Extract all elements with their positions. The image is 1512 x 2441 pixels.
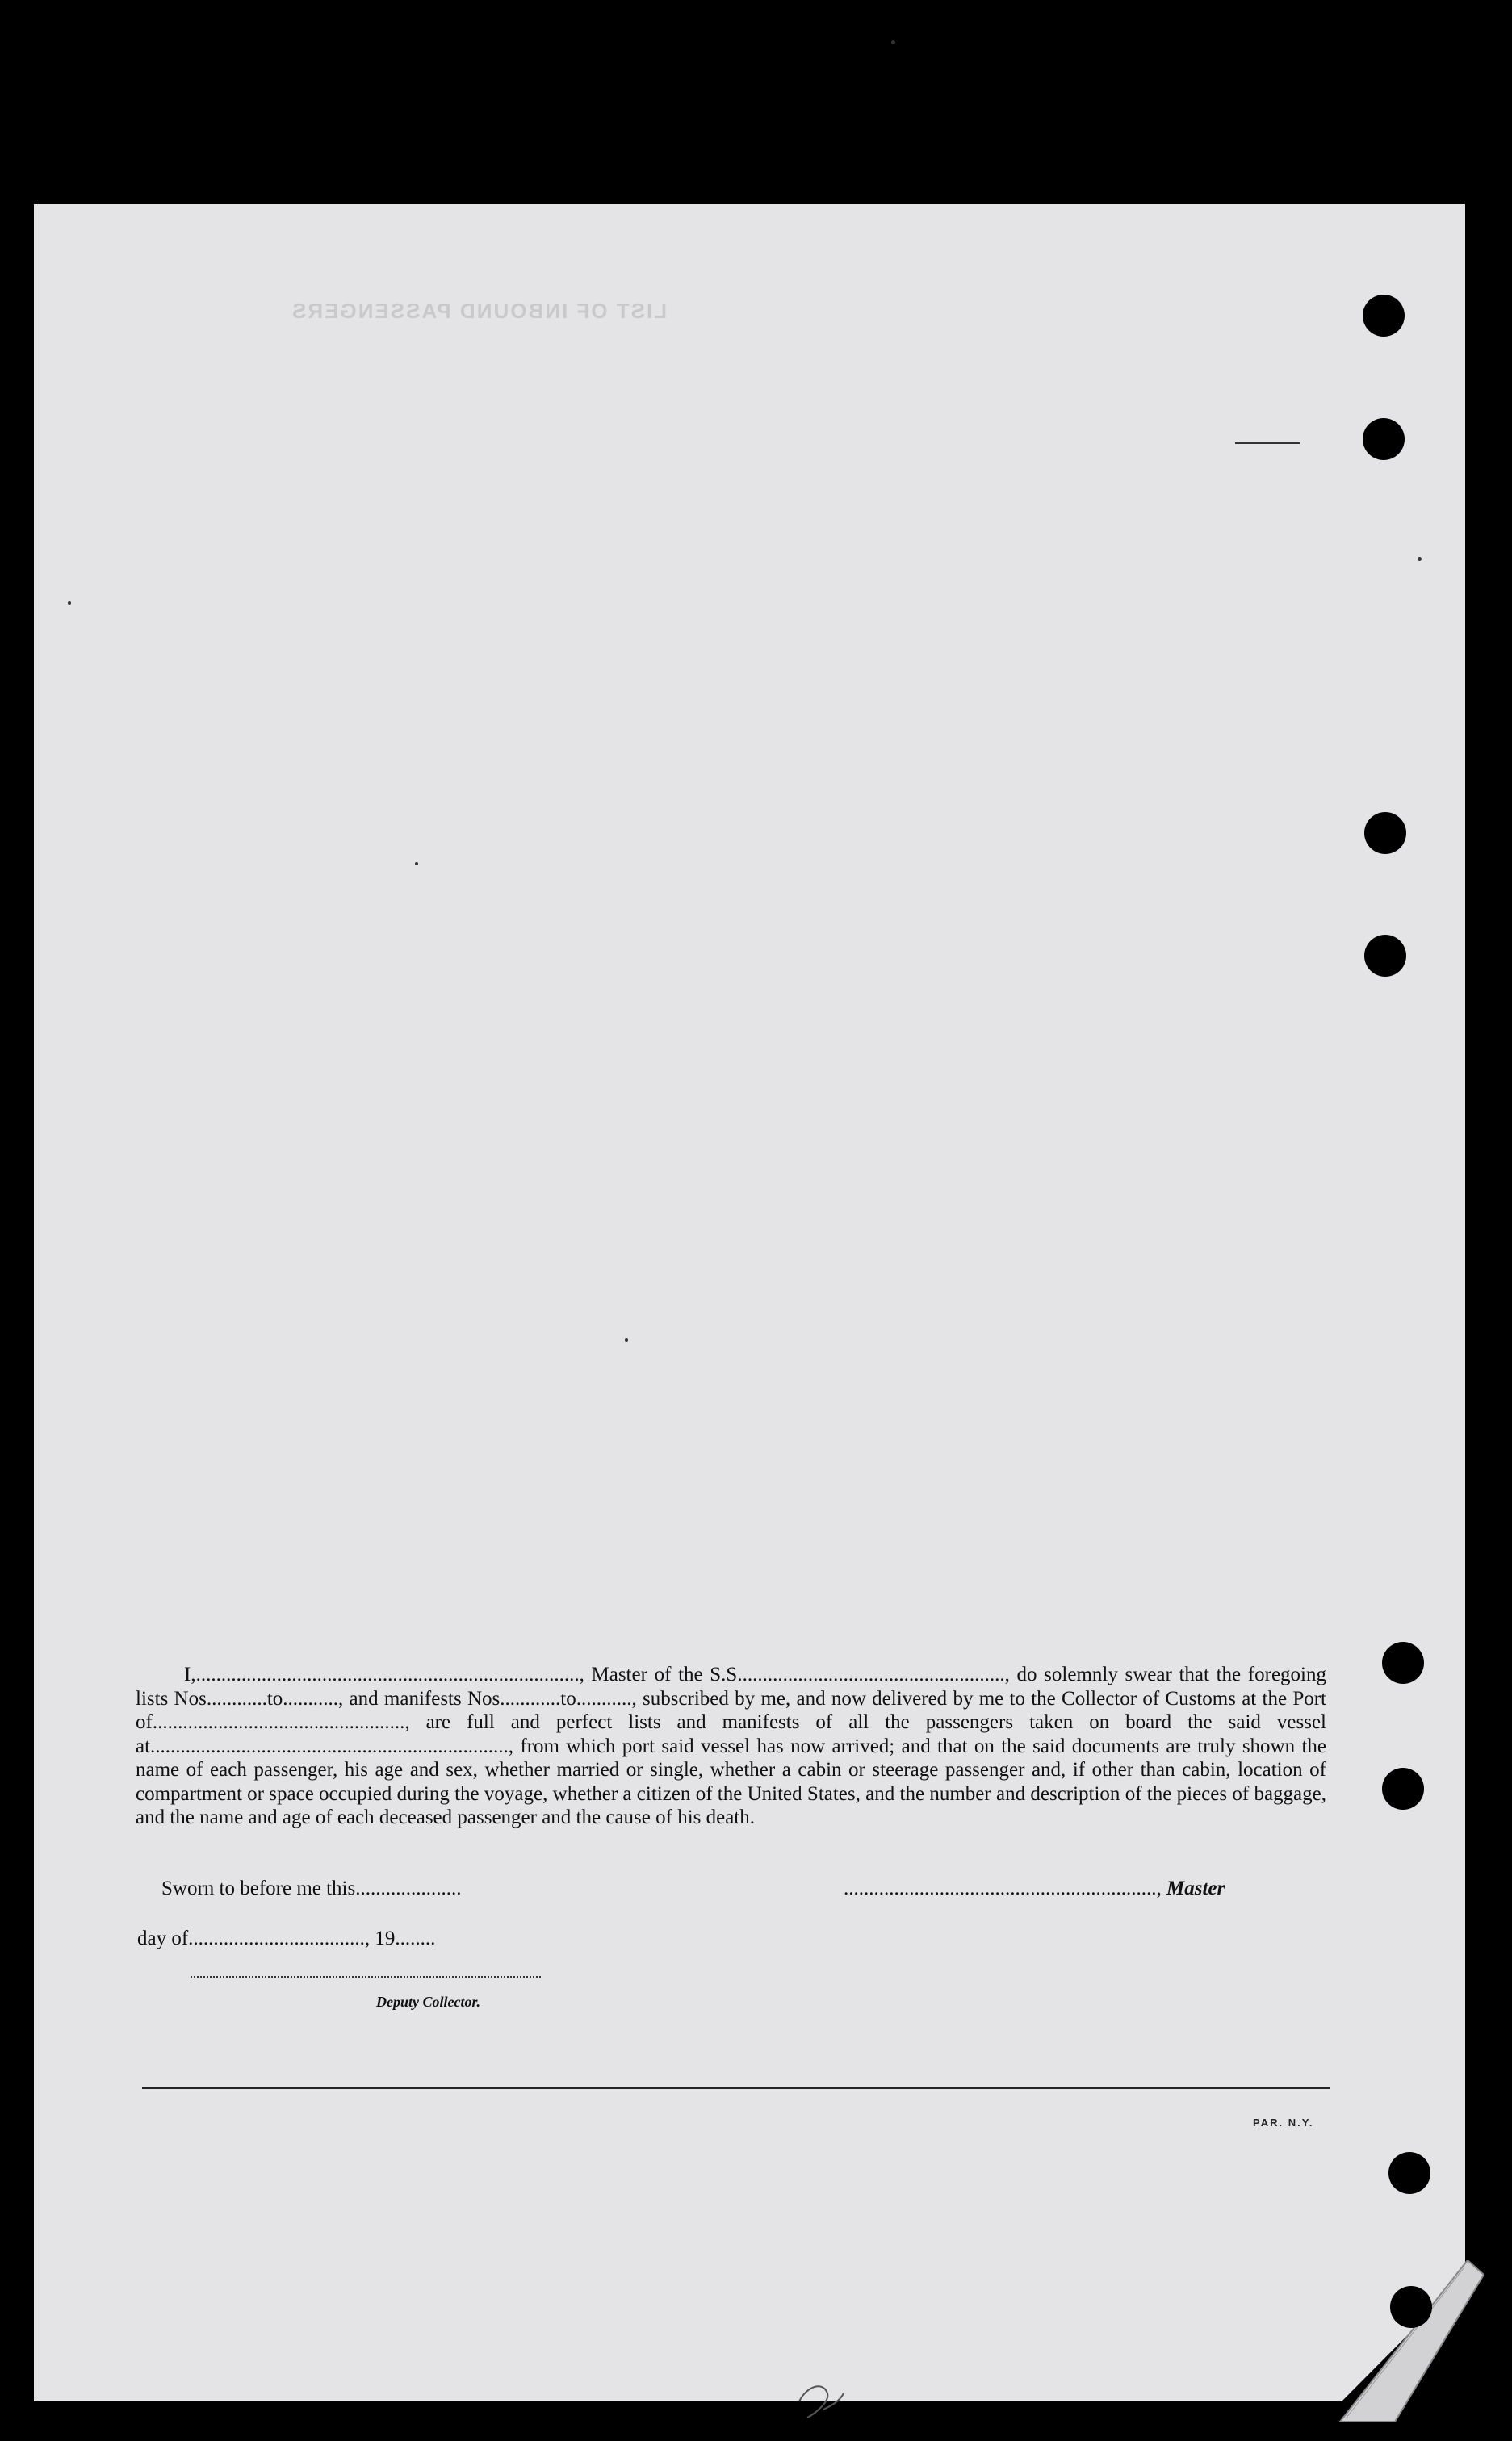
day-of-line: day of..................................., 19........ — [137, 1928, 436, 1949]
bleed-through-text: LIST OF INBOUND PASSENGERS — [291, 299, 668, 323]
paper-speck — [625, 1338, 628, 1342]
sworn-before-line: Sworn to before me this..................... — [161, 1878, 462, 1899]
footer-rule — [142, 2087, 1330, 2089]
master-signature-dots: .............................................................., — [844, 1878, 1166, 1899]
document-sheet — [34, 204, 1465, 2401]
master-label: Master — [1166, 1878, 1225, 1899]
punch-hole — [1390, 2286, 1432, 2328]
master-oath-paragraph — [136, 1663, 1326, 1830]
punch-hole — [1388, 2152, 1430, 2194]
punch-hole — [1363, 418, 1405, 460]
punch-hole — [1363, 295, 1405, 337]
deputy-signature-line — [191, 1976, 541, 1978]
punch-hole — [1364, 812, 1406, 854]
paper-speck — [415, 862, 418, 865]
oath-text: I,............................................................................, Master of the S.S....................................................., do solemnly swear that the foregoing lists Nos............to..........., and manifests Nos............to..........., subscribed by me, and now delivered by me to the Collector of Customs at the Port of.................................................., are full and perfect lists and manifests of all the passengers taken on board the said vessel at......................................................................., from which port said vessel has now arrived; and that on the said documents are truly shown the name of each passenger, his age and sex, whether married or single, whether a cabin or steerage passenger and, if other than cabin, location of compartment or space occupied during the voyage, whether a citizen of the United States, and the number and description of the pieces of baggage, and the name and age of each deceased passenger and the cause of his death. — [136, 1664, 1326, 1828]
paper-speck — [891, 40, 895, 44]
punch-hole — [1364, 935, 1406, 977]
printer-imprint: PAR. N.Y. — [1253, 2117, 1314, 2129]
paper-speck — [1235, 442, 1300, 444]
pencil-mark — [791, 2369, 856, 2426]
deputy-collector-label: Deputy Collector. — [376, 1994, 480, 2010]
master-signature-line — [844, 1878, 1225, 1900]
paper-speck — [1418, 557, 1422, 561]
paper-speck — [68, 601, 71, 605]
punch-hole — [1382, 1642, 1424, 1684]
punch-hole — [1382, 1768, 1424, 1810]
folded-corner — [1330, 2260, 1484, 2422]
